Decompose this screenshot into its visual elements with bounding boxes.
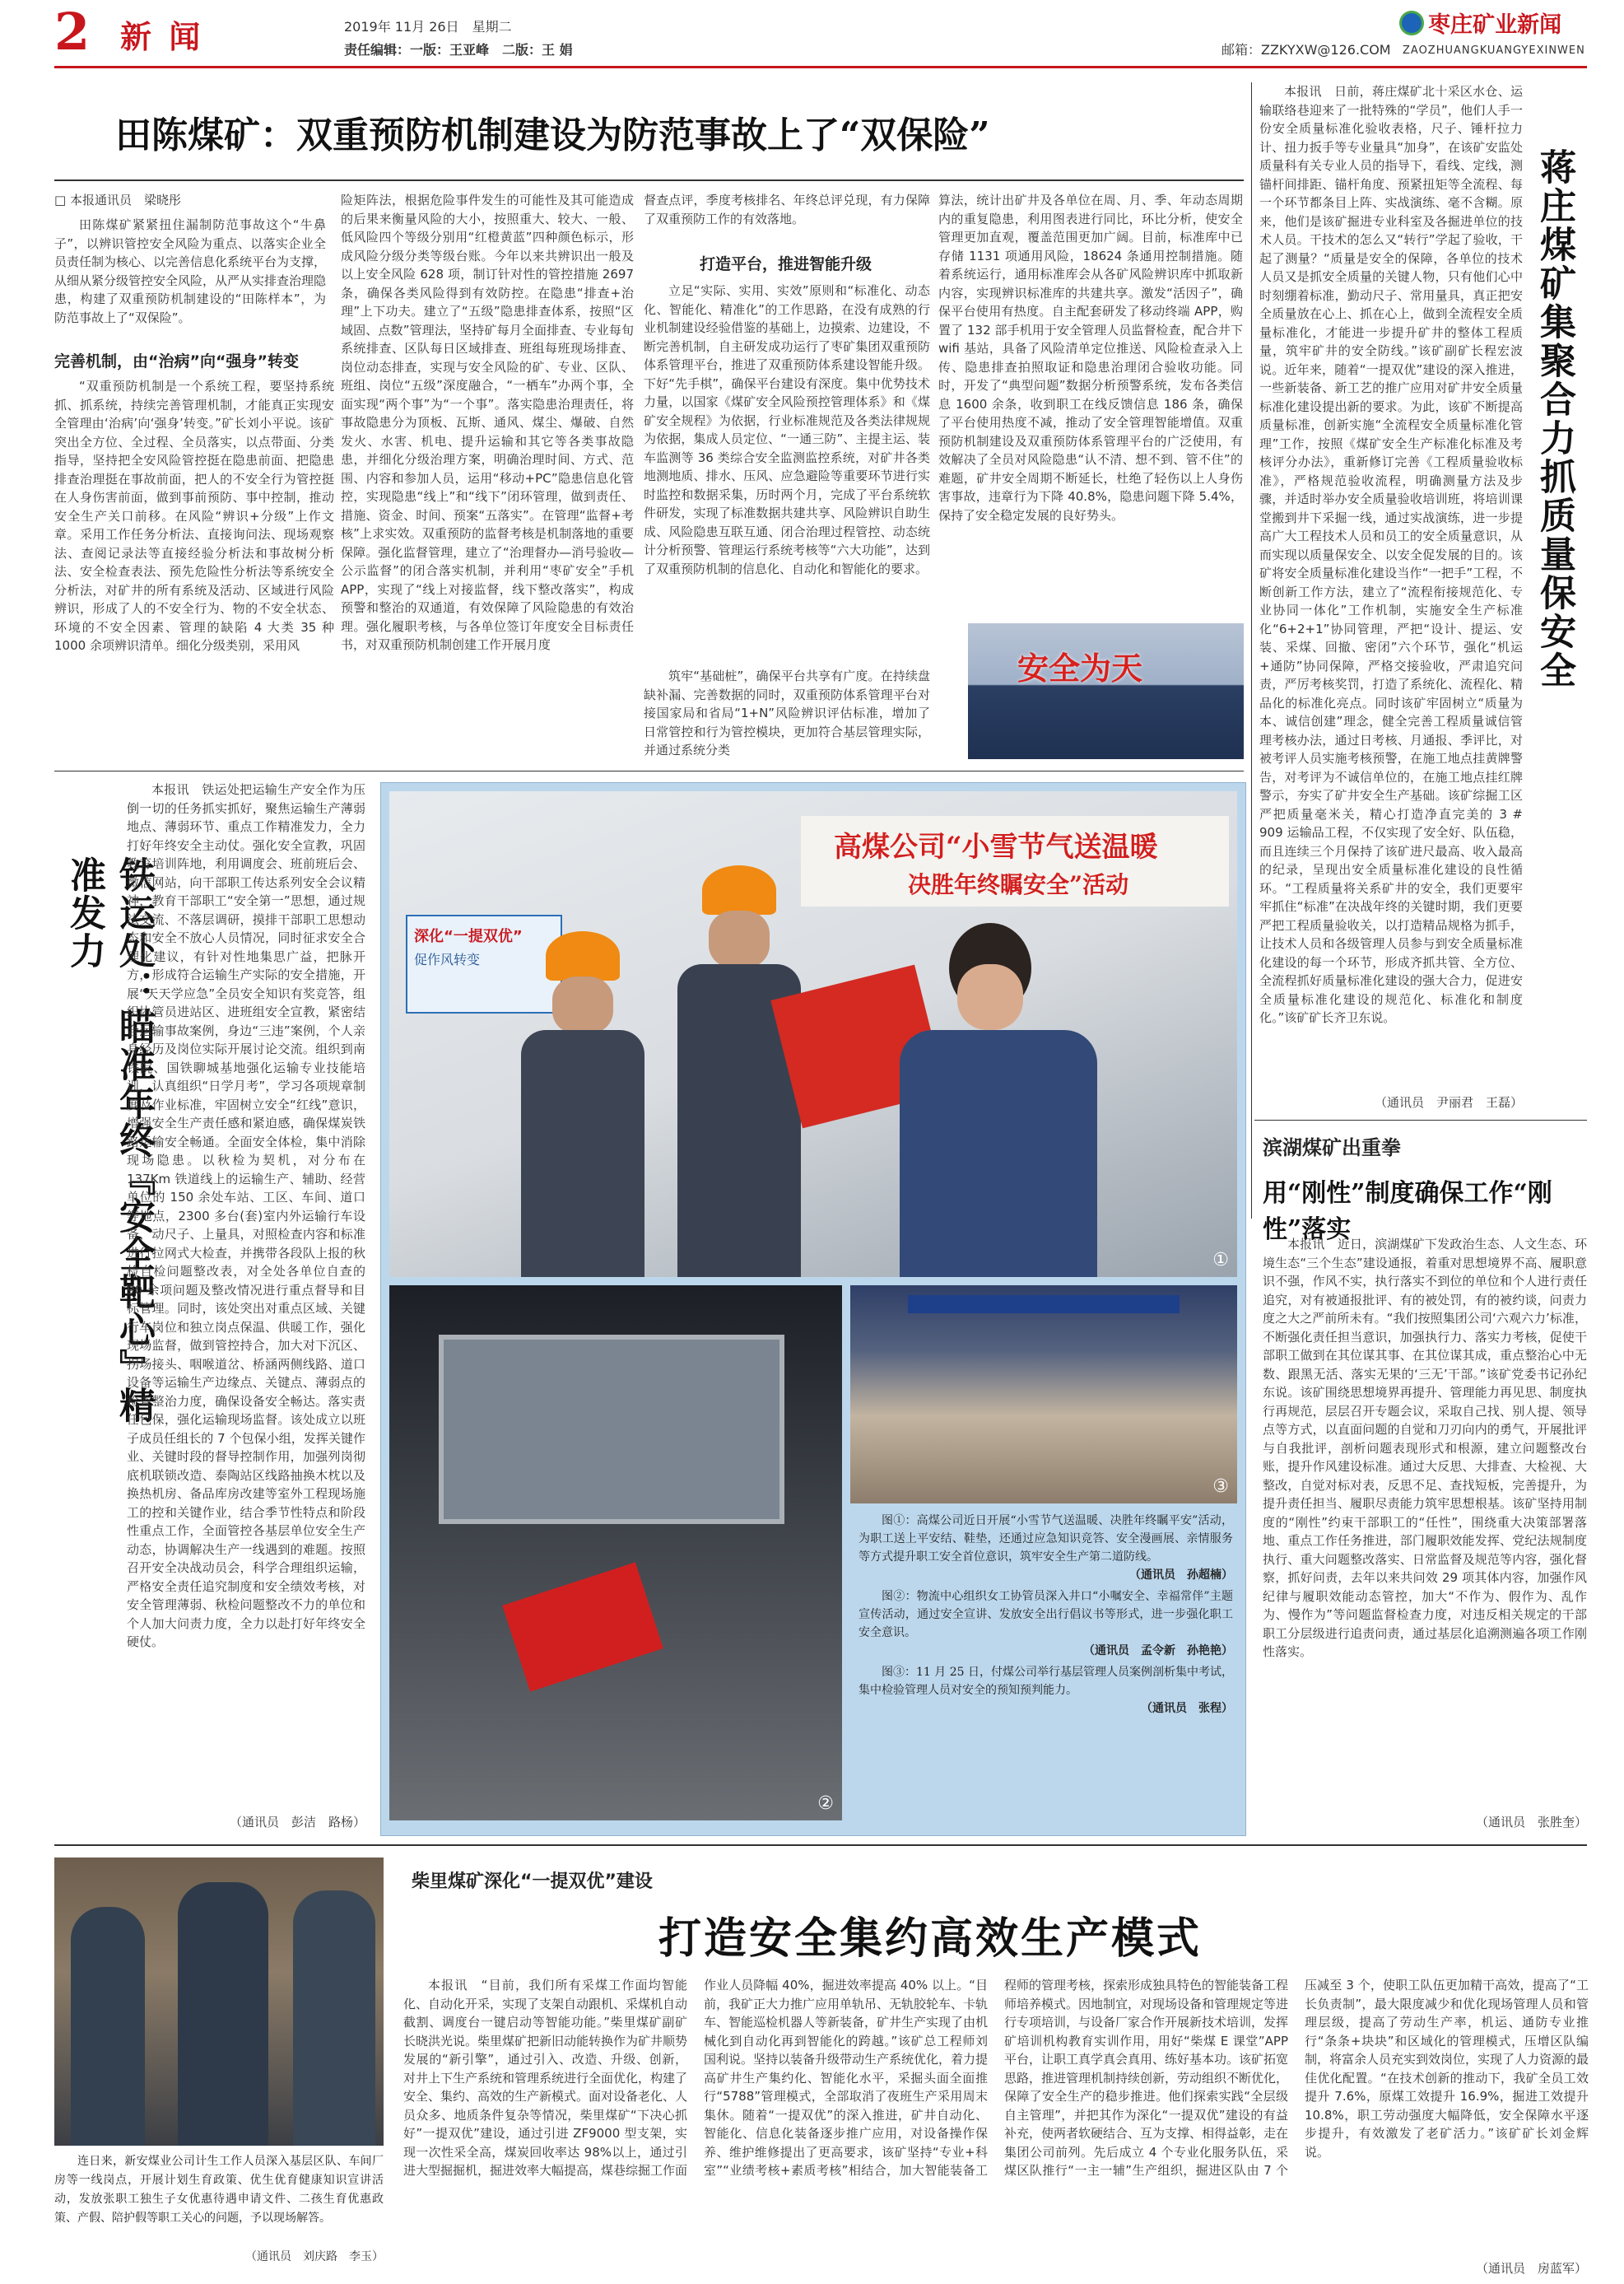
family-planning-photo [54, 1857, 384, 2146]
photo2-red-packet [502, 1562, 663, 1691]
email: 邮箱：ZZKYXW@126.COM [1221, 42, 1391, 58]
worker-woman [900, 923, 1097, 1277]
logo-emblem-icon [1399, 11, 1424, 35]
photo-captions [859, 1512, 1233, 1718]
article1-col3: 督查点评，季度考核排名、年终总评兑现，有力保障了双重预防工作的有效落地。 [644, 193, 930, 226]
article3-headline: 铁运处：瞄准年终『安全靶心』精准发力 [63, 856, 155, 1424]
article2-body: 本报讯 日前，蒋庄煤矿北十采区水仓、运输联络巷迎来了一批特殊的“学员”，他们人手一份安全质量标准化验收表格，尺子、锤杆拉力计、扭力扳手等专业量具“加身”，在该矿安监处质量科有关专业人员的指导下，看线、定线，测锚杆间排距、锚杆角度、预紧扭矩等全流程、每一个环节都条目上阵、实战演练、毫不含糊。原来，他们是该矿掘进专业科室及各掘进单位的技术人员。干技术的怎么又“转行”学起了验收，干起了测量？“质量是安全的保障，各单位的技术人员又是抓安全质量的关键人物，只有他们心中时刻绷着标准，勤动尺子、常用量具，真正把安全质量放在心上、抓在心上，做到全流程安全质量标准化，才能进一步提升矿井的整体工程质量，筑牢矿井的安全防线。”该矿副矿长程宏波说。近年来，随着“一提双优”建设的深入推进，一些新装备、新工艺的推广应用对矿井安全质量标准化建设提出新的要求。为此，该矿不断提高质量标准，创新实施“全流程安全质量标准化管理”工作，按照《煤矿安全生产标准化标准及考核评分办法》，重新修订完善《工程质量验收标准》，严格规范验收流程，明确测量方法及步骤，并适时举办安全质量验收培训班，将培训课堂搬到井下采掘一线，通过实战演练，进一步提高广大工程技术人员和员工的安全质量意识，从而实现以质量保安全、以安全促发展的目的。该矿将安全质量标准化建设当作“一把手”工程，不断创新工作方法，建立了“流程衔接规范化、专业协同一体化”工作机制，实施安全生产标准化“6+2+1”协同管理，严把“设计、提运、安装、采煤、回撤、密闭”六个环节，强化“机运+通防”协同保障，严格交接验收，严肃追究问责，严厉考核奖罚，打造了系统化、流程化、精品化的标准化亮点。同时该矿牢固树立“质量为本、诚信创建”理念，健全完善工程质量诚信管理考核办法，通过日考核、月通报、季评比，对被考评人员实施考核预警，在施工地点挂黄牌警告，对考评为不诚信单位的，在施工地点挂红牌警示，夯实了矿井安全生产基础。该矿综掘工区严把质量毫米关，精心打造净直完美的 3 # 909 运输品工程，不仅实现了安全好、队伍稳，而且连续三个月保持了该矿进尺最高、收入最高的纪录，呈现出安全质量标准化建设的良性循环。“工程质量将关系矿井的安全，我们更要牢牢抓住“标准”在决战年终的关键时期，我们更要严把工程质量验收关，以打造精品规格为抓手，让技术人员和各级管理人员参与到安全质量标准化建设的每一个环节，形成齐抓共管、全方位、全流程抓好质量标准化建设的强大合力，促进安全质量标准化建设的规范化、标准化和制度化。”该矿矿长齐卫东说。 [1259, 84, 1523, 1025]
worker-3 [293, 1890, 375, 2146]
miner-2 [677, 865, 801, 1277]
right-column-divider [1251, 82, 1252, 1219]
article1-col1: “双重预防机制是一个系统工程，要坚持系统抓、抓系统，持续完善管理机制，才能真正实现安全管理由‘治病’向‘强身’转变。”矿长刘小平说。该矿突出全方位、全过程、全员落实，以点带面、分类指导，坚持把全安风险管控挺在隐患前面、把隐患排查治理挺在事故前面，把人的不安全行为管控挺在人身伤害前面，做到事前预防、事中控制，推动安全生产关口前移。在风险“辨识+分级”上作文章。采用工作任务分析法、直接询问法、现场观察法、查阅记录法等直接经验分析法和事故树分析法、安全检查表法、预先危险性分析法等系统安全分析法，对矿井的所有系统及活动、区域进行风险辨识，形成了人的不安全行为、物的不安全状态、环境的不安全因素、管理的缺陷 4 大类 35 种 1000 余项辨识清单。细化分级类别，采用风 [54, 379, 334, 653]
photo1-board-line1: 深化“一提双优” [414, 928, 523, 945]
editors-line: 责任编辑：一版：王亚峰 二版：王 娟 [344, 42, 573, 58]
photo1-number: ① [1212, 1250, 1229, 1270]
article3-credit: （通讯员 彭洁 路杨） [229, 1815, 365, 1830]
masthead [0, 0, 1624, 68]
photo3-stage-banner [908, 1295, 1180, 1313]
article2-headline: 蒋庄煤矿集聚合力抓质量保安全 [1533, 148, 1575, 690]
caption-2-credit: （通讯员 孟令新 孙艳艳） [1083, 1644, 1233, 1657]
article1-subhead-1: 完善机制，由“治病”向“强身”转变 [54, 352, 299, 371]
caption-3-credit: （通讯员 张程） [1141, 1702, 1233, 1715]
paper-pinyin: ZAOZHUANGKUANGYEXINWEN [1403, 44, 1585, 57]
article5-headline: 打造安全集约高效生产模式 [658, 1913, 1203, 1964]
photo1-banner-title: 高煤公司“小雪节气送温暖 [834, 831, 1158, 864]
article4-body: 本报讯 近日，滨湖煤矿下发政治生态、人文生态、环境生态“三个生态”建设通报，着重对思想境界不高、履职意识不强，作风不实，执行落实不到位的单位和个人进行责任追究，对有被通报批评、有的被处罚，有的被约谈，问责力度之大之严前所未有。“我们按照集团公司‘六观六力’标准，不断强化责任担当意识，加强执行力、落实力考核，促使干部职工做到在其位谋其事、在其位谋其成，重点整治心中无数、跟黑无活、落实无果的‘三无’干部。”该矿党委书记孙纪东说。该矿围绕思想境界再提升、管理能力再见思、制度执行再规范，层层召开专题会议，采取自己找、别人提、领导点等方式，以直面问题的自觉和刀刃向内的勇气，开展批评与自我批评，剖析问题表现形式和根源，建立问题整改台账，提升作风建设标准。通过大反思、大排查、大检视、大整改，自觉对标对表，反思不足、查找短板，完善提升，为提升责任担当、履职尽责能力筑牢思想根基。该矿坚持用制度的“刚性”约束干部职工的“任性”，围绕重大决策部署落地、重点工作任务推进，部门履职效能发挥、党纪法规制度执行、重大问题整改落实、日常监督及规范等内容，强化督察，抓好问责，去年以来共问效 29 项其体内容，加强作风纪律与履职效能动态管控，加大“不作为、假作为、乱作为、慢作为”等问题监督检查力度，对违反相关规定的干部职工分层级进行追责问责，通过基层化追溯测遍各项工作刚性落实。 [1263, 1237, 1587, 1659]
worker-2 [178, 1882, 268, 2146]
article1-col3b: 立足“实际、实用、实效”原则和“标准化、动态化、智能化、精准化”的工作思路，在没有成熟的行业机制建设经验借鉴的基础上，边摸索、边建设，不断完善机制，自主研发成功运行了枣矿集团双重预防体系管理平台，推进了双重预防体系建设智能升级。下好“先手棋”，确保平台建设有深度。集中优势技术力量，以国家《煤矿安全风险预控管理体系》和《煤矿安全规程》为依据，行业标准规范及各类法律规规为依据，集成人员定位、“一通三防”、主提主运、装车监测等 36 类综合安全监测监控系统，对矿井各类地测地质、排水、压风、应急避险等重要环节进行实时监控和数据采集，历时两个月，完成了平台系统软件研发，实现了标准数据共建共享、风险辨识自助生成、风险隐患互联互通、闭合治理过程管控、动态统计分析预警、管理运行系统考核等“六大功能”，达到了双重预防机制的信息化、自动化和智能化的要求。 [644, 283, 930, 576]
article1-intro: 田陈煤矿紧紧扭住漏制防范事故这个“牛鼻子”，以辨识管控安全风险为重点、以落实企业全员责任制为核心、以完善信息化系统平台为支撑，从细从紧分级管控安全风险，从严从实排查治理隐患，构建了双重预防机制建设的“田陈样本”，为防范事故上了“双保险”。 [54, 217, 326, 325]
article4-top-rule [1254, 1120, 1587, 1121]
article4-credit: （通讯员 张胜奎） [1475, 1815, 1587, 1830]
section-title: 新 闻 [120, 18, 204, 55]
photo-3 [850, 1285, 1237, 1503]
article1-headline-rule [54, 179, 1244, 181]
safety-first-photo [968, 623, 1244, 759]
photo-spread [380, 782, 1246, 1836]
date-line: 2019年 11月 26日 星期二 [344, 19, 512, 35]
bottom-divider [54, 1844, 1587, 1846]
article1-col2: 险矩阵法，根据危险事件发生的可能性及其可能造成的后果来衡量风险的大小，按照重大、较大、一般、低风险四个等级分别用“红橙黄蓝”四种颜色标示，形成风险分级分类等级台账。今年以来共辨识出一般及以上安全风险 628 项，制订针对性的管控措施 2697 条，确保各类风险得到有效防控。在隐患“排查+治理”上下功夫。建立了“五级”隐患排查体系，按照“区域固、点数”管理法，坚持矿每月全面排查、专业每旬系统排查、区队每日区域排查、班组每班现场排查、岗位动态排查，实现与安全风险的矿、专业、区队、班组、岗位“五级”深度融合，“一栖车”办两个事，全面实现“两个事”为“一个事”。落实隐患治理责任，将事故隐患分为顶板、瓦斯、通风、煤尘、爆破、自然发火、水害、机电、提升运输和其它等各类事故隐患，并细化分级治理方案，明确治理时间、方式、范围、内容和参加人员，运用“移动+PC”隐患信息化管控，实现隐患“线上”和“线下”闭环管理，做到责任、措施、资金、时间、预案“五落实”。在管理“监督+考核”上求实效。双重预防的监督考核是机制落地的重要保障。强化监督管理，建立了“治理督办—消号验收—公示监督”的闭合落实机制，并利用“枣矿安全”手机 APP，实现了“线上对接监督，线下整改落实”，构成预警和整治的双通道，有效保障了风险隐患的有效治理。强化履职考核，与各单位签订年度安全目标责任书，对双重预防机制创建工作开展月度 [341, 193, 634, 652]
article5-credit: （通讯员 房蓝军） [1475, 2261, 1587, 2276]
article1-byline: □ 本报通讯员 梁晓彤 [54, 193, 181, 207]
caption-2: 图②：物流中心组织女工协管员深入井口“小嘱安全、幸福常伴”主题宣传活动，通过安全宣讲、发放安全出行倡议书等形式，进一步强化职工安全意识。 [859, 1590, 1233, 1639]
photo2-number: ② [817, 1793, 834, 1814]
article1-col4: 算法，统计出矿井及各单位在周、月、季、年动态周期内的重复隐患，利用图表进行同比，环比分析，使安全管理更加直观，覆盖范围更加广阔。目前，标准库中已存储 1131 项通用风险，18624 条通用控制措施。随着系统运行，通用标准库会从各矿风险辨识库中抓取新内容，实现辨识标准库的共建共享。激发“活因子”，确保平台使用有热度。自主配套研发了移动终端 APP，购置了 132 部手机用于安全管理人员监督检查，配合井下 wifi 基站，具备了风险清单定位推送、风险检查录入上传、隐患排查拍照取证和隐患治理闭合验收功能。同时，开发了“典型问题”数据分析预警系统，发布各类信息 1600 余条，收到职工在线反馈信息 186 条，确保了平台使用热度不减，推动了安全管理智能增值。双重预防机制建设及双重预防体系管理平台的广泛使用，有效解决了全员对风险隐患“认不清、想不到、管不住”的难题，矿井安全周期不断延长，杜绝了轻伤以上人身伤害事故，违章行为下降 40.8%，隐患问题下降 5.4%，保持了安全稳定发展的良好势头。 [938, 193, 1243, 523]
paper-name: 枣庄矿业新闻 [1428, 12, 1562, 38]
photo3-number: ③ [1212, 1476, 1229, 1497]
photo-2 [389, 1285, 842, 1820]
article1-subhead-2: 打造平台，推进智能升级 [700, 255, 872, 273]
photo-caption: 连日来，新安煤业公司计生工作人员深入基层区队、车间厂房等一线岗点，开展计划生育政策、优生优育健康知识宣讲活动，发放张职工独生子女优惠待遇申请文件、二孩生育优惠政策、产假、陪护假等职工关心的问题，予以现场解答。 [54, 2155, 384, 2225]
article1-col3c: 筑牢“基础桩”，确保平台共享有广度。在持续盘缺补漏、完善数据的同时，双重预防体系管理平台对接国家局和省局“1+N”风险辨识评估标准，增加了日常管控和行为管控模块，更加符合基层管理实际，并通过系统分类 [644, 669, 930, 757]
photo1-banner-sub: 决胜年终瞩安全”活动 [908, 871, 1129, 898]
photo1-banner [801, 816, 1229, 907]
caption-1-credit: （通讯员 孙超楠） [1129, 1569, 1233, 1582]
worker-1 [71, 1907, 145, 2146]
caption-3: 图③：11 月 25 日，付煤公司举行基层管理人员案例剖析集中考试，集中检验管理人员对安全的预知预判能力。 [859, 1666, 1233, 1697]
article5-body: 本报讯 “目前，我们所有采煤工作面均智能化、自动化开采，实现了支架自动跟机、采煤机自动截割、调度台一键启动等智能功能。”柴里煤矿副矿长晓洪光说。柴里煤矿把新旧动能转换作为矿井顺势发展的“新引擎”，通过引入、改造、升级、创新，对井上下生产系统和管理系统进行全面优化，构建了安全、集约、高效的生产新模式。面对设备老化、人员众多、地质条件复杂等情况，柴里煤矿“下决心抓好”一提双优”建设，通过引进 ZF9000 型支架，实现一次性采全高，煤炭回收率达 98%以上，通过引进大型掘掘机，掘进效率大幅提高，煤巷综掘工作面作业人员降幅 40%，掘进效率提高 40% 以上。“目前，我矿正大力推广应用单轨吊、无轨胶轮车、卡轨车、智能巡检机器人等新装备，矿井生产实现了由机械化到自动化再到智能化的跨越。”该矿总工程师刘国利说。坚持以装备升级带动生产系统优化，着力提高矿井生产集约化、智能化水平，采掘头面全面推行“5788”管理模式，全部取消了夜班生产采用周末集休。随着“一提双优”的深入推进，矿井自动化、智能化、信息化装备逐步推广应用，对设备操作保养、维护维修提出了更高要求，该矿坚持“专业+科室”“业绩考核+素质考核”相结合，加大智能装备工程师的管理考核，探索形成独具特色的智能装备工程师培养模式。因地制宜，对现场设备和管理规定等进行专项培训，与设备厂家合作开展新技术培训，发挥矿培训机构教育实训作用，用好“柴煤 E 课堂”APP 平台，让职工真学真会真用、练好基本功。该矿拓宽思路，推进管理机制持续创新，劳动组织不断优化，保障了安全生产的稳步推进。他们探索实践“全层级自主管理”，并把其作为深化“一提双优”建设的有益补充，使两者软硬结合、互为支撑、相得益彰，走在集团公司前列。先后成立 4 个专业化服务队伍，采煤区队推行“一主一辅”生产组织，掘进区队由 7 个压减至 3 个，使职工队伍更加精干高效，提高了“工长负责制”，最大限度减少和优化现场管理人员和管理层级，提高了劳动生产率，机运、通防专业推行“条条+块块”和区域化的管理模式，压增区队编制，将富余人员充实到效岗位，实现了人力资源的最佳优化配置。“在技术创新的推动下，我矿全员工效提升 7.6%，原煤工效提升 16.9%，掘进工效提升 10.8%，职工劳动强度大幅降低，安全保障水平逐步提升，有效激发了老矿活力。”该矿矿长刘金辉说。 [403, 1978, 1589, 2178]
photo-caption-credit: （通讯员 刘庆路 李玉） [245, 2250, 384, 2263]
caption-1: 图①：高煤公司近日开展“小雪节气送温暖、决胜年终瞩平安”活动，为职工送上平安结、鞋垫，还通过应急知识竞答、安全漫画展、亲情服务等方式提升职工安全首位意识，筑牢安全生产第二道防线。 [859, 1514, 1233, 1564]
article1-headline: 田陈煤矿：双重预防机制建设为防范事故上了“双保险” [115, 114, 990, 156]
photo2-window [439, 1335, 784, 1524]
photo-1 [389, 791, 1237, 1277]
miner-1 [521, 931, 644, 1277]
article4-headline: 用“刚性”制度确保工作“刚性”落实 [1263, 1179, 1552, 1244]
article2-credit: （通讯员 尹丽君 王磊） [1374, 1095, 1523, 1110]
article3-body: 本报讯 铁运处把运输生产安全作为压倒一切的任务抓实抓好，聚焦运输生产薄弱地点、薄弱环节、重点工作精准发力，全力打好年终安全主动仗。强化安全宣教，巩固教育培训阵地，利用调度会、班前班后会、微信网站，向干部职工传达系列安全会议精神，教育干部职工“安全第一”思想，通过规法交流、不落层调研，摸排干部职工思想动态和安全不放心人员情况，同时征求安全合理化建议，有针对性地集思广益，把脉开方，形成符合运输生产实际的安全措施，开展“天天学应急”全员安全知识有奖竞答，组织协管员进站区、进班组安全宣教，紧密结合运输事故案例，身边“三违”案例，个人亲身经历及岗位实际开展讨论交流。组织到南铁院、国铁聊城基地强化运输专业技能培训，认真组织“日学月考”，学习各项规章制度及作业标准，牢固树立安全“红线”意识，增强安全生产责任感和紧迫感，确保煤炭铁路运输安全畅通。全面安全体检，集中消除现场隐患。以秋检为契机，对分布在 137Km 铁道线上的运输生产、辅助、经营单位的 150 余处车站、工区、车间、道口等地点，2300 多台(套)室内外运输行车设备，动尺子、上量具，对照检查内容和标准进行拉网式大检查，并携带各段队上报的秋检自检问题整改表，对全处各单位自查的 90 余项问题及整改情况进行重点督导和目标管理。同时，该处突出对重点区域、关键行车岗位和独立岗点保温、供暖工作，强化现场监督，做到管控持合，加大对下沉区、拐场接头、咽喉道岔、桥涵两侧线路、道口设备等运输生产边缘点、关键点、薄弱点的检查整治力度，确保设备安全畅达。落实责任包保，强化运输现场监督。该处成立以班子成员任组长的 7 个包保小组，发挥关键作业、关键时段的督导控制作用，加强列岗彻底机联锁改造、泰陶站区线路抽换木枕以及换热机房、备品库房改建等室外工程现场施工的控和关键作业，结合季节性特点和阶段性重点工作，全面管控各基层单位安全生产动态，协调解决生产一线遇到的难题。按照召开安全决战动员会，科学合理组织运输，严格安全责任追究制度和安全绩效考核，对安全管理薄弱、秋检问题整改不力的单位和个人加大问责力度，全力以赴打好年终安全硬仗。 [127, 782, 365, 1649]
paper-logo [1399, 7, 1561, 39]
photo1-board-line2: 促作风转变 [414, 952, 481, 967]
article5-kicker: 柴里煤矿深化“一提双优”建设 [412, 1871, 653, 1892]
masthead-rule [54, 66, 1587, 68]
page-number: 2 [54, 2, 91, 62]
article4-kicker: 滨湖煤矿出重拳 [1263, 1135, 1401, 1159]
safety-badge-text: 安全为天 [1017, 650, 1143, 687]
